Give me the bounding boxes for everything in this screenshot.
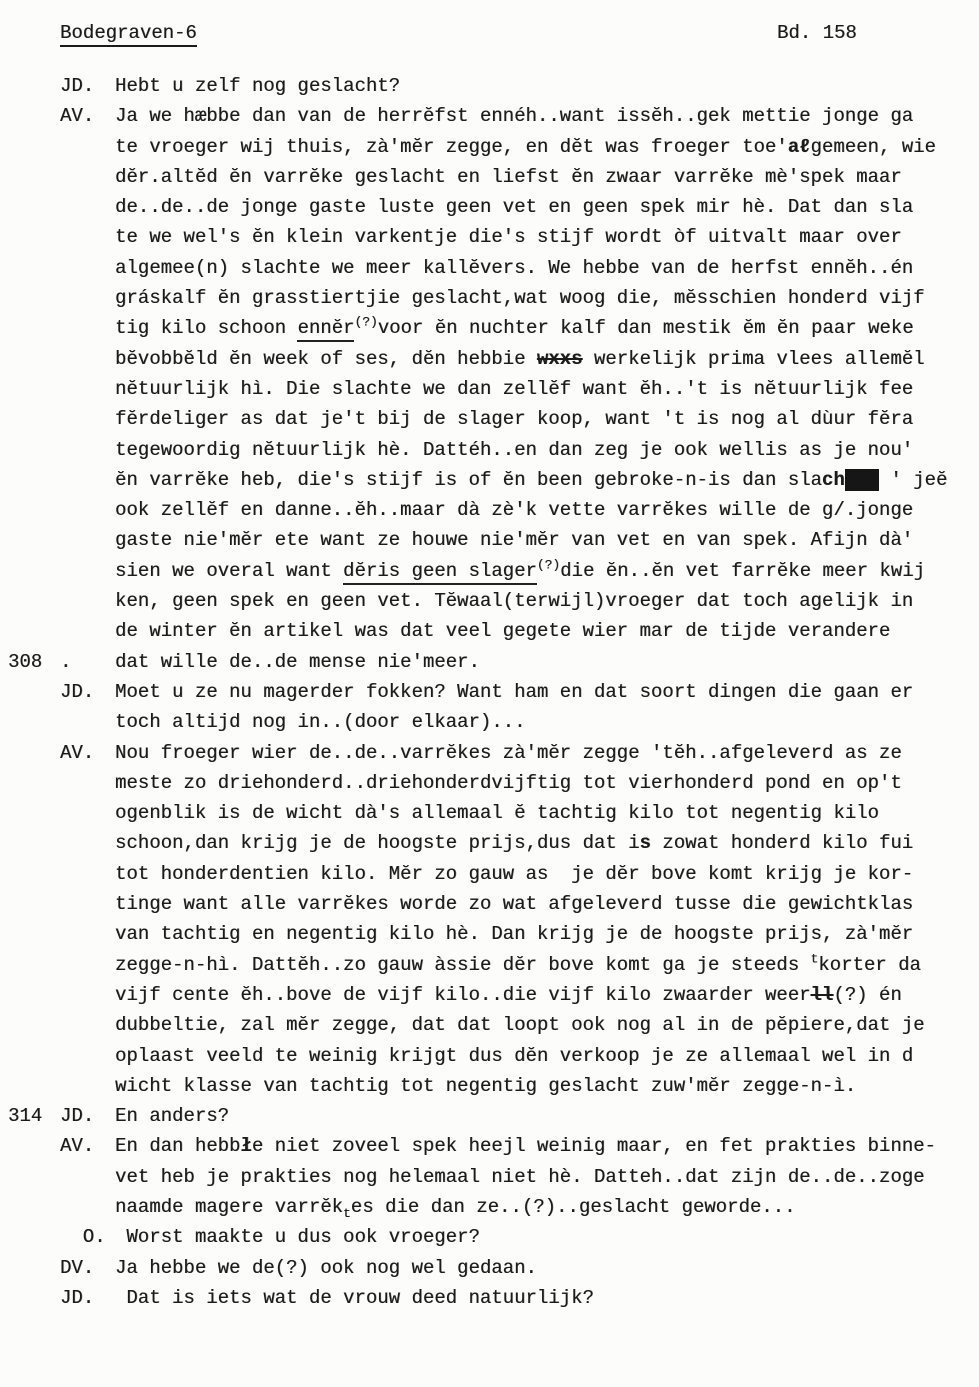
transcript-line bbox=[8, 1131, 979, 1161]
speaker-label bbox=[60, 707, 115, 737]
transcript-line bbox=[8, 647, 979, 677]
margin-number bbox=[8, 192, 60, 222]
text-segment: voor ĕn nuchter kalf dan mestik ĕm ĕn paar weke bbox=[377, 317, 914, 340]
text-segment: die ĕn..ĕn vet farrĕke meer kwij bbox=[560, 559, 925, 582]
margin-number bbox=[8, 101, 60, 131]
margin-number bbox=[8, 1253, 60, 1283]
text-segment: dĕr.altĕd ĕn varrĕke geslacht en liefst ĕn zwaar varrĕke mè'spek maar bbox=[115, 165, 902, 188]
text-segment: de..de..de jonge gaste luste geen vet en geen spek mir hè. Dat dan sla bbox=[115, 196, 914, 219]
line-text bbox=[115, 162, 979, 192]
text-segment: meste zo driehonderd..driehonderdvijftig tot vierhonderd pond en op't bbox=[115, 771, 902, 794]
transcript-line bbox=[8, 192, 979, 222]
margin-number bbox=[8, 768, 60, 798]
text-segment: ' jeĕ bbox=[878, 468, 948, 491]
margin-number bbox=[8, 556, 60, 586]
line-text bbox=[115, 707, 979, 737]
transcript-line bbox=[8, 950, 979, 980]
line-text bbox=[115, 525, 979, 555]
transcript-line bbox=[8, 616, 979, 646]
transcript-line bbox=[8, 889, 979, 919]
margin-number bbox=[8, 404, 60, 434]
transcript-line bbox=[8, 101, 979, 131]
speaker-label bbox=[60, 162, 115, 192]
transcript-line bbox=[8, 1222, 979, 1252]
speaker-label bbox=[60, 828, 115, 858]
text-segment: nĕtuurlijk hì. Die slachte we dan zellĕf want ĕh..'t is nĕtuurlijk fee bbox=[115, 377, 914, 400]
speaker-label: AV. bbox=[60, 1135, 95, 1158]
margin-number: 314 bbox=[8, 1105, 43, 1128]
margin-number bbox=[8, 950, 60, 980]
speaker-label bbox=[60, 889, 115, 919]
line-text bbox=[115, 859, 979, 889]
text-segment: schoon,dan krijg je de hoogste prijs,dus dat i bbox=[115, 832, 640, 855]
speaker-label bbox=[60, 950, 115, 980]
speaker-label bbox=[60, 495, 115, 525]
speaker-label bbox=[60, 435, 115, 465]
text-segment: ook zellĕf en danne..ĕh..maar dà zè'k vette varrĕkes wille de g/.jonge bbox=[115, 499, 914, 522]
speaker-label bbox=[60, 616, 115, 646]
margin-number bbox=[8, 798, 60, 828]
line-text bbox=[115, 768, 979, 798]
text-segment: de winter ĕn artikel was dat veel gegete wier mar de tijde verandere bbox=[115, 620, 891, 643]
line-text bbox=[115, 798, 979, 828]
text-segment: dat wille de..de mense nie'meer. bbox=[115, 650, 480, 673]
transcript-line bbox=[8, 132, 979, 162]
margin-number bbox=[8, 1041, 60, 1071]
line-text bbox=[115, 1101, 979, 1131]
speaker-label bbox=[60, 1071, 115, 1101]
speaker-label bbox=[60, 980, 115, 1010]
transcript-line bbox=[8, 374, 979, 404]
line-text bbox=[115, 1071, 979, 1101]
transcript-line bbox=[8, 1162, 979, 1192]
speaker-label: . bbox=[60, 650, 72, 673]
text-segment: ĕn varrĕke heb, die's stijf is of ĕn been gebroke-n-is dan sla bbox=[115, 468, 822, 491]
text-segment: toch altijd nog in..(door elkaar)... bbox=[115, 711, 526, 734]
text-segment: ken, geen spek en geen vet. Tĕwaal(terwijl)vroeger dat toch agelijk in bbox=[115, 590, 914, 613]
text-segment: En anders? bbox=[115, 1105, 230, 1128]
text-segment: zowat honderd kilo fui bbox=[650, 832, 914, 855]
margin-number bbox=[8, 1131, 60, 1161]
transcript-line bbox=[8, 222, 979, 252]
text-segment: gráskalf ĕn grasstiertjie geslacht,wat woog die, mĕsschien honderd vijf bbox=[115, 287, 925, 310]
speaker-label: O. bbox=[60, 1226, 106, 1249]
text-segment: t bbox=[810, 951, 819, 967]
margin-number bbox=[8, 71, 60, 101]
transcript-line bbox=[8, 465, 979, 495]
speaker-label bbox=[60, 525, 115, 555]
page-reference: Bd. 158 bbox=[777, 22, 857, 44]
margin-number bbox=[8, 677, 60, 707]
speaker-label bbox=[60, 556, 115, 586]
text-segment: t bbox=[343, 1205, 351, 1221]
line-text bbox=[115, 738, 979, 768]
text-segment: Hebt u zelf nog geslacht? bbox=[115, 75, 401, 97]
transcript-line bbox=[8, 919, 979, 949]
speaker-label bbox=[60, 1010, 115, 1040]
text-segment: wicht klasse van tachtig tot negentig geslacht zuw'mĕr zegge-n-ì. bbox=[115, 1074, 857, 1097]
speaker-label bbox=[60, 1041, 115, 1071]
text-segment: bĕvobbĕld ĕn week of ses, dĕn hebbie bbox=[115, 347, 537, 370]
text-segment: (?) bbox=[354, 315, 378, 331]
text-segment: Moet u ze nu magerder fokken? Want ham en dat soort dingen die gaan er bbox=[115, 680, 914, 703]
text-segment: Nou froeger wier de..de..varrĕkes zà'mĕr zegge 'tĕh..afgeleverd as ze bbox=[115, 741, 902, 764]
speaker-label: JD. bbox=[60, 1105, 95, 1128]
text-segment bbox=[845, 469, 879, 491]
speaker-label bbox=[60, 313, 115, 343]
text-segment: Dat is iets wat de vrouw deed natuurlijk? bbox=[115, 1286, 594, 1309]
margin-number bbox=[8, 435, 60, 465]
transcript-line bbox=[8, 435, 979, 465]
margin-number bbox=[8, 1162, 60, 1192]
transcript-line bbox=[8, 283, 979, 313]
text-segment: oplaast veeld te weinig krijgt dus dĕn verkoop je ze allemaal wel in d bbox=[115, 1044, 914, 1067]
margin-number bbox=[8, 374, 60, 404]
margin-number bbox=[8, 495, 60, 525]
transcript-line bbox=[8, 71, 979, 101]
transcript-line bbox=[8, 586, 979, 616]
transcript-line bbox=[8, 556, 979, 586]
line-text bbox=[115, 919, 979, 949]
speaker-label: JD. bbox=[60, 75, 95, 97]
transcript-line bbox=[8, 768, 979, 798]
speaker-label bbox=[60, 1162, 115, 1192]
line-text bbox=[115, 465, 979, 495]
margin-number bbox=[8, 283, 60, 313]
speaker-label bbox=[60, 283, 115, 313]
text-segment: dĕris geen slager bbox=[343, 560, 537, 585]
text-segment: wxxs bbox=[536, 347, 583, 370]
line-text bbox=[115, 616, 979, 646]
text-segment: Ja hebbe we de(?) ook nog wel gedaan. bbox=[115, 1256, 537, 1279]
transcript-line bbox=[8, 495, 979, 525]
transcript-line bbox=[8, 313, 979, 343]
text-segment: te we wel's ĕn klein varkentje die's stijf wordt òf uitvalt maar over bbox=[115, 226, 902, 249]
transcript-line bbox=[8, 738, 979, 768]
transcript-line bbox=[8, 162, 979, 192]
line-text bbox=[115, 677, 979, 707]
line-text bbox=[115, 1010, 979, 1040]
speaker-label bbox=[60, 768, 115, 798]
text-segment: tig kilo schoon bbox=[115, 317, 298, 340]
transcript-line bbox=[8, 404, 979, 434]
text-segment: van tachtig en negentig kilo hè. Dan krijg je de hoogste prijs, zà'mĕr bbox=[115, 923, 914, 946]
margin-number bbox=[8, 828, 60, 858]
speaker-label bbox=[60, 798, 115, 828]
speaker-label bbox=[60, 1192, 115, 1222]
speaker-label bbox=[60, 859, 115, 889]
transcript-line bbox=[8, 707, 979, 737]
text-segment: gemeen, wie bbox=[810, 135, 936, 158]
text-segment: vijf cente ĕh..bove de vijf kilo..die vijf kilo zwaarder weer bbox=[115, 983, 811, 1006]
margin-number bbox=[8, 1071, 60, 1101]
transcript-line bbox=[8, 253, 979, 283]
line-text bbox=[115, 1192, 979, 1222]
text-segment: (?) én bbox=[833, 983, 902, 1006]
text-segment: ch bbox=[821, 468, 845, 491]
text-segment: werkelijk prima vlees allemĕl bbox=[582, 347, 925, 370]
text-segment: te vroeger wij thuis, zà'mĕr zegge, en dĕt was froeger toe' bbox=[115, 135, 788, 158]
margin-number bbox=[8, 525, 60, 555]
margin-number bbox=[8, 222, 60, 252]
margin-number bbox=[8, 465, 60, 495]
line-text bbox=[115, 828, 979, 858]
text-segment: Ja we hæbbe dan van de herrĕfst ennéh..want issĕh..gek mettie jonge ga bbox=[115, 105, 914, 128]
speaker-label bbox=[60, 253, 115, 283]
line-text bbox=[115, 192, 979, 222]
speaker-label bbox=[60, 132, 115, 162]
margin-number bbox=[8, 162, 60, 192]
text-segment: tegewoordig nĕtuurlijk hè. Dattéh..en dan zeg je ook wellis as je nou' bbox=[115, 438, 914, 461]
margin-number bbox=[8, 313, 60, 343]
speaker-label: JD. bbox=[60, 1286, 95, 1309]
speaker-label bbox=[60, 344, 115, 374]
margin-number bbox=[8, 1010, 60, 1040]
line-text bbox=[115, 889, 979, 919]
transcript-line bbox=[8, 1010, 979, 1040]
line-text bbox=[115, 404, 979, 434]
line-text bbox=[115, 374, 979, 404]
transcript-line bbox=[8, 1283, 979, 1313]
margin-number bbox=[8, 919, 60, 949]
transcript-line bbox=[8, 344, 979, 374]
speaker-label bbox=[60, 222, 115, 252]
line-text bbox=[115, 283, 979, 313]
text-segment: fĕrdeliger as dat je't bij de slager koop, want 't is nog al dùur fĕra bbox=[115, 408, 914, 431]
transcript-line bbox=[8, 1192, 979, 1222]
page-header bbox=[0, 22, 979, 52]
text-segment: (?) bbox=[536, 557, 561, 573]
line-text bbox=[115, 1253, 979, 1283]
line-text bbox=[115, 950, 979, 980]
line-text bbox=[115, 71, 979, 101]
speaker-label bbox=[60, 465, 115, 495]
text-segment: ł bbox=[240, 1135, 252, 1158]
margin-number bbox=[8, 738, 60, 768]
text-segment: tinge want alle varrĕkes worde zo wat afgeleverd tusse die gewichtklas bbox=[115, 893, 914, 916]
line-text bbox=[115, 222, 979, 252]
text-segment: Worst maakte u dus ook vroeger? bbox=[115, 1226, 480, 1249]
line-text bbox=[115, 495, 979, 525]
text-segment: vet heb je prakties nog helemaal niet hè. Datteh..dat zijn de..de..zoge bbox=[115, 1165, 925, 1188]
margin-number bbox=[8, 1283, 60, 1313]
line-text bbox=[115, 980, 979, 1010]
line-text bbox=[115, 253, 979, 283]
transcript-line bbox=[8, 525, 979, 555]
margin-number bbox=[8, 586, 60, 616]
speaker-label bbox=[60, 919, 115, 949]
text-segment: sien we overal want bbox=[115, 559, 344, 582]
speaker-label bbox=[60, 192, 115, 222]
speaker-label: DV. bbox=[60, 1256, 95, 1279]
transcript-line bbox=[8, 980, 979, 1010]
margin-number bbox=[8, 344, 60, 374]
margin-number bbox=[8, 859, 60, 889]
document-title: Bodegraven-6 bbox=[60, 22, 197, 47]
margin-number bbox=[8, 980, 60, 1010]
text-segment: zegge-n-hì. Dattĕh..zo gauw àssie dĕr bove komt ga je steeds bbox=[115, 953, 811, 976]
speaker-label bbox=[60, 374, 115, 404]
speaker-label: JD. bbox=[60, 680, 95, 703]
speaker-label bbox=[60, 404, 115, 434]
margin-number bbox=[8, 616, 60, 646]
margin-number bbox=[8, 889, 60, 919]
margin-number bbox=[8, 253, 60, 283]
line-text bbox=[115, 313, 979, 343]
text-segment: aℓ bbox=[787, 135, 811, 158]
text-segment: gaste nie'mĕr ete want ze houwe nie'mĕr van vet en van spek. Afijn dà' bbox=[115, 529, 914, 552]
line-text bbox=[115, 647, 979, 677]
transcript-line bbox=[8, 1101, 979, 1131]
line-text bbox=[115, 1041, 979, 1071]
text-segment: tot honderdentien kilo. Mĕr zo gauw as je dĕr bove komt krijg je kor- bbox=[115, 862, 914, 885]
transcript-line bbox=[8, 798, 979, 828]
transcript-line bbox=[8, 1041, 979, 1071]
margin-number bbox=[8, 707, 60, 737]
text-segment: algemee(n) slachte we meer kallĕvers. We hebbe van de herfst ennĕh..én bbox=[115, 256, 914, 279]
line-text bbox=[115, 344, 979, 374]
transcript-line bbox=[8, 828, 979, 858]
line-text bbox=[115, 1283, 979, 1313]
line-text bbox=[115, 1222, 979, 1252]
text-segment: es die dan ze..(?)..geslacht geworde... bbox=[350, 1195, 796, 1218]
margin-number bbox=[8, 1222, 60, 1252]
margin-number bbox=[8, 1192, 60, 1222]
text-segment: En dan hebb bbox=[115, 1135, 241, 1158]
speaker-label: AV. bbox=[60, 105, 95, 128]
text-segment: naamde magere varrĕk bbox=[115, 1195, 344, 1218]
margin-number: 308 bbox=[8, 650, 43, 673]
text-segment: ll bbox=[810, 983, 834, 1006]
text-segment: korter da bbox=[818, 953, 921, 976]
speaker-label: AV. bbox=[60, 741, 95, 764]
transcript-line bbox=[8, 1071, 979, 1101]
transcript-line bbox=[8, 677, 979, 707]
margin-number bbox=[8, 132, 60, 162]
text-segment: e niet zoveel spek heejl weinig maar, en fet prakties binne- bbox=[251, 1135, 936, 1158]
speaker-label bbox=[60, 586, 115, 616]
transcript-line bbox=[8, 859, 979, 889]
line-text bbox=[115, 1131, 979, 1161]
text-segment: ogenblik is de wicht dà's allemaal ĕ tachtig kilo tot negentig kilo bbox=[115, 802, 879, 825]
line-text bbox=[115, 586, 979, 616]
transcript-line bbox=[8, 1253, 979, 1283]
text-segment: s bbox=[639, 832, 651, 855]
text-segment: ennĕr bbox=[297, 317, 354, 342]
transcript bbox=[8, 71, 979, 1313]
line-text bbox=[115, 1162, 979, 1192]
line-text bbox=[115, 132, 979, 162]
text-segment: dubbeltie, zal mĕr zegge, dat dat loopt ook nog al in de pĕpiere,dat je bbox=[115, 1014, 925, 1037]
line-text bbox=[115, 101, 979, 131]
line-text bbox=[115, 435, 979, 465]
line-text bbox=[115, 556, 979, 586]
